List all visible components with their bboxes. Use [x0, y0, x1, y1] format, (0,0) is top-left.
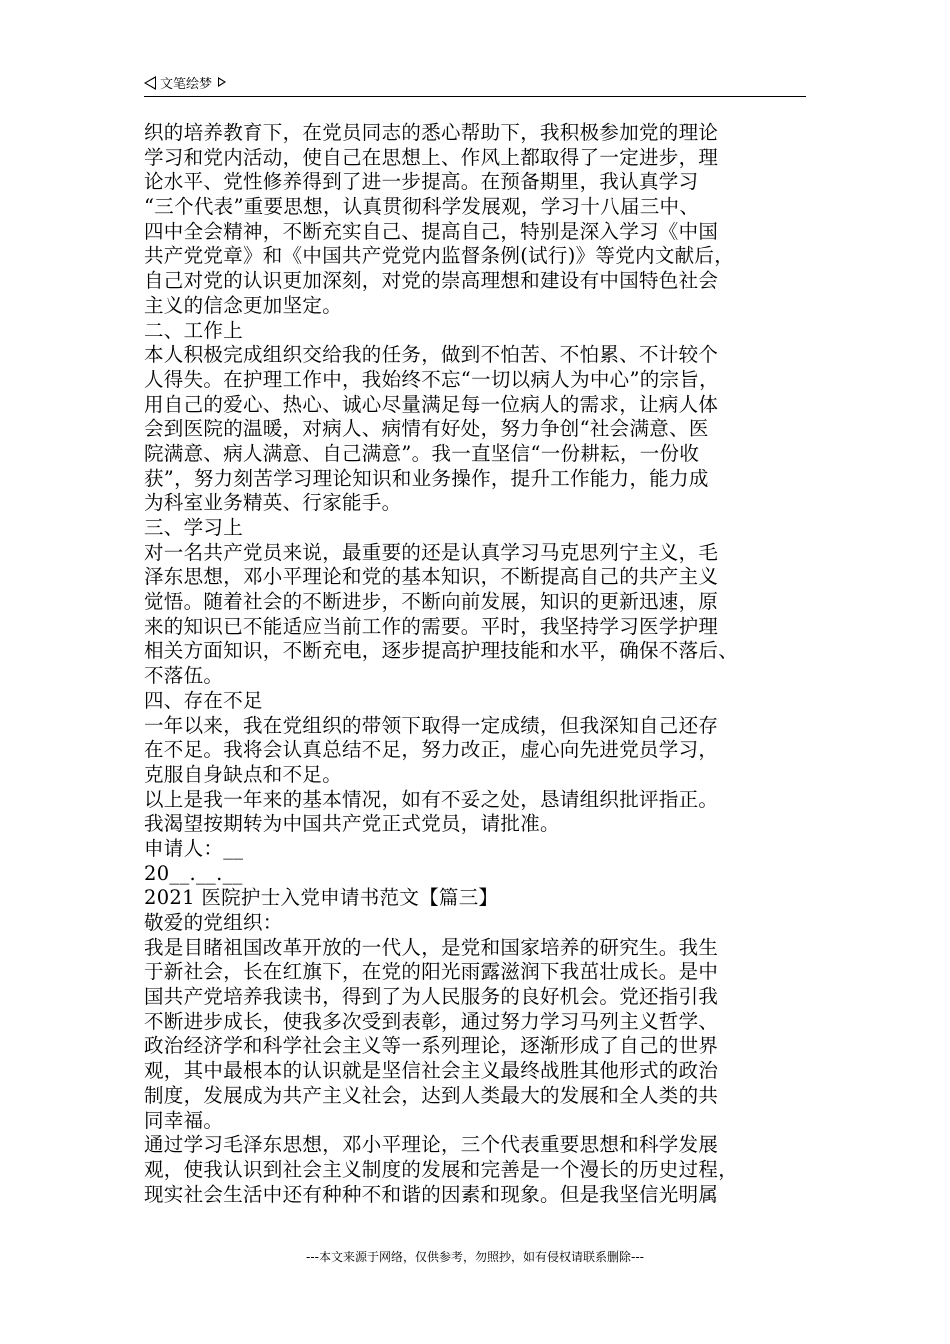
text-line: 同幸福。 [144, 1108, 224, 1132]
text-line: 对一名共产党员来说，最重要的还是认真学习马克思列宁主义，毛 [144, 540, 719, 564]
text-line: 本人积极完成组织交给我的任务，做到不怕苦、不怕累、不计较个 [144, 343, 719, 367]
page-footer: ---本文来源于网络，仅供参考，勿照抄，如有侵权请联系删除--- [306, 1250, 644, 1264]
text-line: 二、工作上 [144, 318, 244, 342]
text-line: 2021 医院护士入党申请书范文【篇三】 [144, 886, 499, 910]
triangle-right-icon [218, 77, 226, 87]
text-line: 以上是我一年来的基本情况，如有不妥之处，恳请组织批评指正。 [144, 787, 719, 811]
text-line: 不落伍。 [144, 664, 224, 688]
text-line: 用自己的爱心、热心、诚心尽量满足每一位病人的需求，让病人体 [144, 392, 719, 416]
text-line: 学习和党内活动，使自己在思想上、作风上都取得了一定进步，理 [144, 145, 719, 169]
text-line: 织的培养教育下，在党员同志的悉心帮助下，我积极参加党的理论 [144, 121, 719, 144]
text-line: 申请人：__ [144, 836, 244, 860]
text-line: 我渴望按期转为中国共产党正式党员，请批准。 [144, 812, 560, 836]
text-line: 克服自身缺点和不足。 [144, 762, 343, 786]
text-line: 我是目睹祖国改革开放的一代人，是党和国家培养的研究生。我生 [144, 935, 719, 959]
text-line: 四、存在不足 [144, 688, 263, 712]
document-body [144, 121, 809, 1207]
text-line: 政治经济学和科学社会主义等一系列理论，逐渐形成了自己的世界 [144, 1034, 719, 1058]
text-line: 现实社会生活中还有种种不和谐的因素和现象。但是我坚信光明属 [144, 1182, 719, 1206]
text-line: 会到医院的温暖，对病人、病情有好处，努力争创“社会满意、医 [144, 417, 709, 441]
text-line: 制度，发展成为共产主义社会，达到人类最大的发展和全人类的共 [144, 1083, 719, 1107]
text-line: 相关方面知识，不断充电，逐步提高护理技能和水平，确保不落后、 [144, 639, 739, 663]
text-line: 泽东思想，邓小平理论和党的基本知识，不断提高自己的共产主义 [144, 565, 719, 589]
text-line: 三、学习上 [144, 516, 244, 539]
text-line: 共产党党章》和《中国共产党党内监督条例(试行)》等党内文献后， [144, 244, 735, 268]
text-line: 来的知识已不能适应当前工作的需要。平时，我坚持学习医学护理 [144, 614, 719, 638]
text-line: “三个代表”重要思想，认真贯彻科学发展观，学习十八届三中、 [144, 195, 700, 219]
text-line: 于新社会，长在红旗下，在党的阳光雨露滋润下我茁壮成长。是中 [144, 960, 719, 984]
text-line: 主义的信念更加坚定。 [144, 293, 343, 317]
text-line: 20__.__.__ [144, 861, 243, 885]
text-line: 院满意、病人满意、自己满意”。我一直坚信“一份耕耘，一份收 [144, 441, 700, 465]
brand-name: 文笔绘梦 [160, 77, 213, 92]
text-line: 观，其中最根本的认识就是坚信社会主义最终战胜其他形式的政治 [144, 1059, 719, 1083]
text-line: 四中全会精神，不断充实自己、提高自己，特别是深入学习《中国 [144, 219, 719, 243]
text-line: 通过学习毛泽东思想，邓小平理论，三个代表重要思想和科学发展 [144, 1133, 719, 1157]
text-line: 敬爱的党组织： [144, 911, 283, 934]
text-line: 觉悟。随着社会的不断进步，不断向前发展，知识的更新迅速，原 [144, 590, 719, 614]
text-line: 观，使我认识到社会主义制度的发展和完善是一个漫长的历史过程， [144, 1157, 739, 1181]
text-line: 自己对党的认识更加深刻，对党的崇高理想和建设有中国特色社会 [144, 269, 719, 293]
text-line: 国共产党培养我读书，得到了为人民服务的良好机会。党还指引我 [144, 985, 719, 1009]
text-line: 为科室业务精英、行家能手。 [144, 491, 402, 515]
text-line: 一年以来，我在党组织的带领下取得一定成绩，但我深知自己还存 [144, 713, 719, 737]
text-line: 人得失。在护理工作中，我始终不忘“一切以病人为中心”的宗旨， [144, 367, 719, 391]
text-line: 获”，努力刻苦学习理论知识和业务操作，提升工作能力，能力成 [144, 466, 709, 490]
triangle-left-icon [144, 76, 156, 90]
text-line: 不断进步成长，使我多次受到表彰，通过努力学习马列主义哲学、 [144, 1009, 719, 1033]
text-line: 论水平、党性修养得到了进一步提高。在预备期里，我认真学习 [144, 170, 699, 194]
text-line: 在不足。我将会认真总结不足，努力改正，虚心向先进党员学习， [144, 738, 719, 762]
page-header [144, 74, 806, 97]
